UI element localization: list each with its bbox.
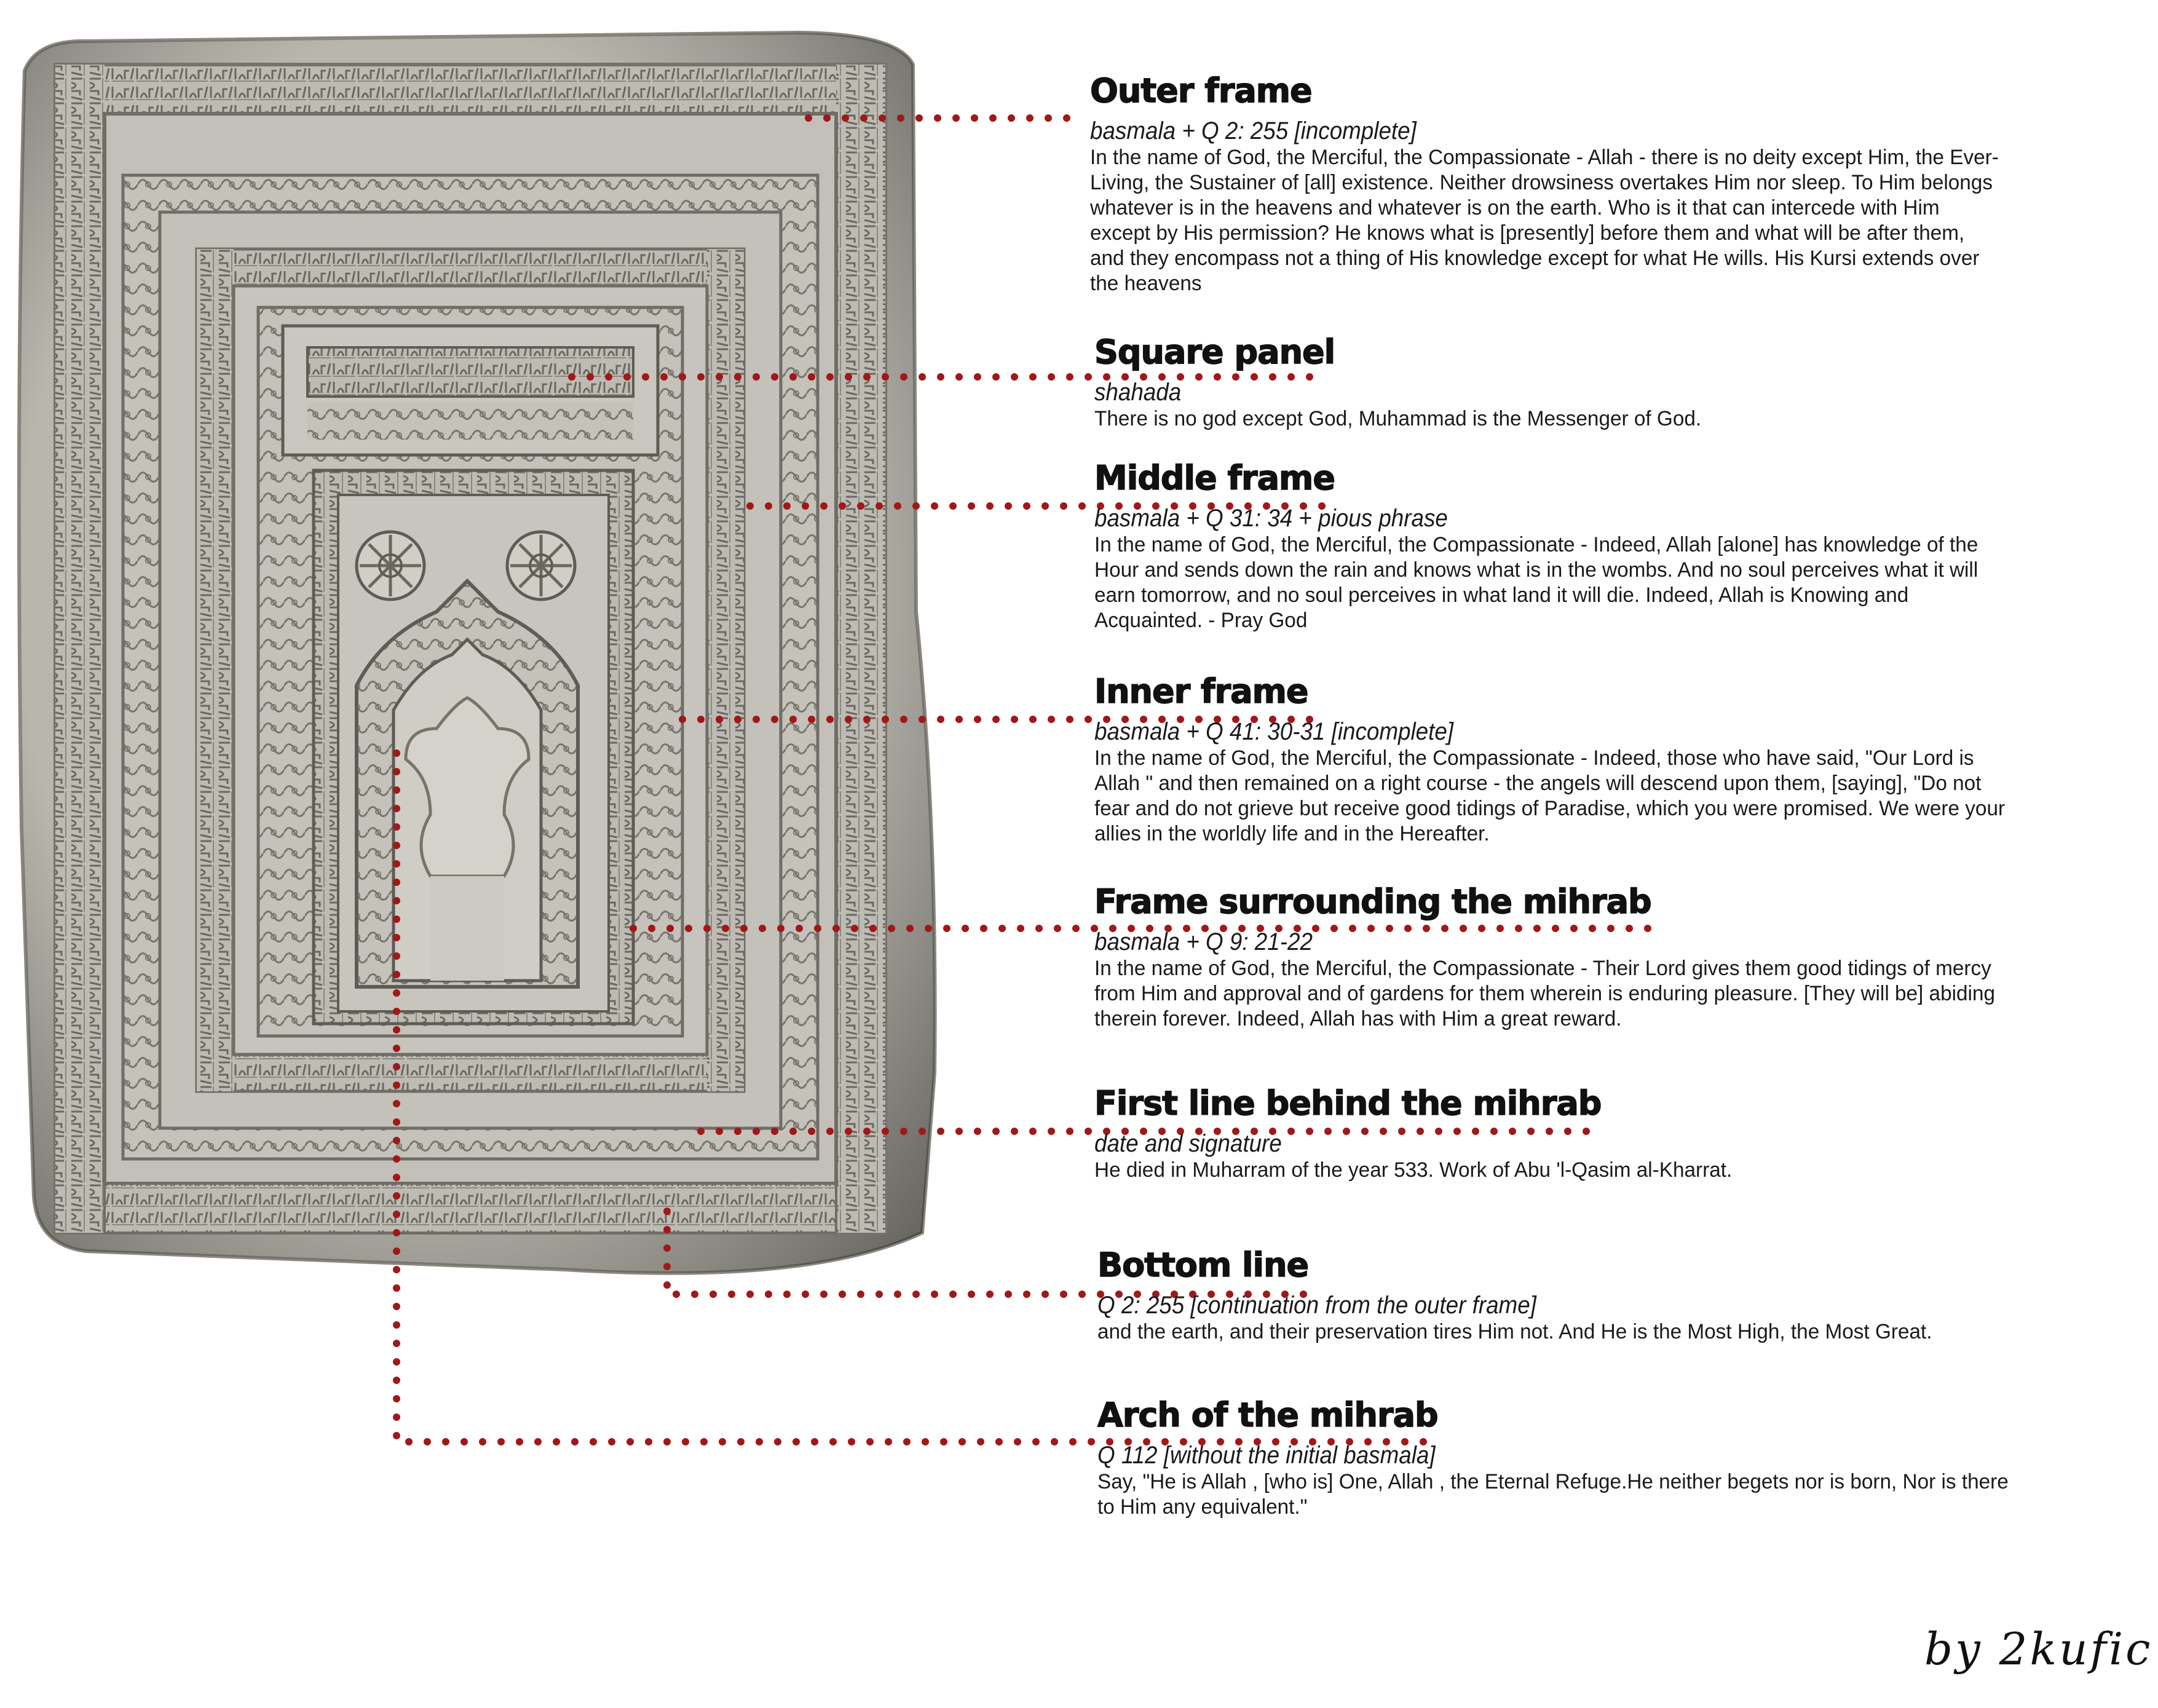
author-signature: by 2kufic xyxy=(1924,1623,2153,1675)
annotation-translation: In the name of God, the Merciful, the Compassionate - Indeed, those who have said, "Our Lord is Allah " and then remained on a right course - the angels will descend upon them, [saying], "Do not fear and do not grieve but receive good tidings of Paradise, which you were promised. We were your allies in the worldly life and in the Hereafter. xyxy=(1094,746,2006,845)
annotation-bottom-line xyxy=(1097,1247,2155,1345)
annotation-translation: He died in Muharram of the year 533. Work of Abu 'l-Qasim al-Kharrat. xyxy=(1094,1158,1733,1182)
annotation-translation: Say, "He is Allah , [who is] One, Allah , the Eternal Refuge.He neither begets nor is born, Nor is there to Him any equivalent." xyxy=(1097,1470,2009,1519)
annotation-title: Bottom line xyxy=(1097,1246,1309,1284)
annotation-square-panel xyxy=(1094,334,2152,432)
carved-rosette-icon xyxy=(507,532,575,599)
annotation-title: Frame surrounding the mihrab xyxy=(1094,882,1651,921)
annotation-title: First line behind the mihrab xyxy=(1094,1084,1602,1123)
annotation-inner-frame xyxy=(1094,673,2152,847)
annotation-first-line-behind-mihrab xyxy=(1094,1085,2152,1183)
annotation-title: Square panel xyxy=(1094,333,1335,371)
carved-stone-slab xyxy=(12,28,953,1288)
annotation-translation: In the name of God, the Merciful, the Compassionate - Their Lord gives them good tidings of mercy from Him and approval and of gardens for them wherein is enduring pleasure. [They will be] abiding therein forever. Indeed, Allah has with Him a great reward. xyxy=(1094,957,1996,1030)
annotation-middle-frame xyxy=(1094,460,2152,633)
carved-rosette-icon xyxy=(357,532,424,599)
annotation-subtitle: date and signature xyxy=(1094,1130,1282,1157)
annotation-translation: and the earth, and their preservation tires Him not. And He is the Most High, the Most Great. xyxy=(1097,1320,1932,1343)
annotation-translation: In the name of God, the Merciful, the Compassionate - Allah - there is no deity except Him, the Ever- Living, the Sustainer of [all] existence. Neither drowsiness overtakes Him nor sleep. To Him belongs whatever is in the heavens and whatever is on the earth. Who is it that can intercede with Him except by His permission? He knows what is [presently] before them and what will be after them, and they encompass not a thing of His knowledge except for what He wills. His Kursi extends over the heavens xyxy=(1090,146,1999,295)
annotation-translation: In the name of God, the Merciful, the Compassionate - Indeed, Allah [alone] has knowledge of the Hour and sends down the rain and knows what is in the wombs. And no soul perceives what it will earn tomorrow, and no soul perceives in what land it will die. Indeed, Allah is Knowing and Acquainted. - Pray God xyxy=(1094,533,1978,632)
annotation-title: Middle frame xyxy=(1094,459,1335,497)
annotation-subtitle: basmala + Q 31: 34 + pious phrase xyxy=(1094,505,1448,532)
annotation-frame-surrounding-mihrab xyxy=(1094,884,2152,1032)
annotation-subtitle: basmala + Q 9: 21-22 xyxy=(1094,928,1313,955)
annotation-subtitle: basmala + Q 41: 30-31 [incomplete] xyxy=(1094,718,1454,745)
annotation-title: Inner frame xyxy=(1094,672,1308,711)
annotation-subtitle: Q 2: 255 [continuation from the outer frame] xyxy=(1097,1292,1536,1319)
annotation-arch-of-mihrab xyxy=(1097,1397,2155,1520)
annotation-translation: There is no god except God, Muhammad is the Messenger of God. xyxy=(1094,407,1702,430)
annotation-title: Outer frame xyxy=(1090,71,1312,110)
annotation-title: Arch of the mihrab xyxy=(1097,1396,1438,1434)
annotation-subtitle: shahada xyxy=(1094,379,1182,406)
annotation-outer-frame xyxy=(1090,73,2148,296)
annotation-subtitle: basmala + Q 2: 255 [incomplete] xyxy=(1090,117,1417,144)
annotation-subtitle: Q 112 [without the initial basmala] xyxy=(1097,1442,1436,1469)
